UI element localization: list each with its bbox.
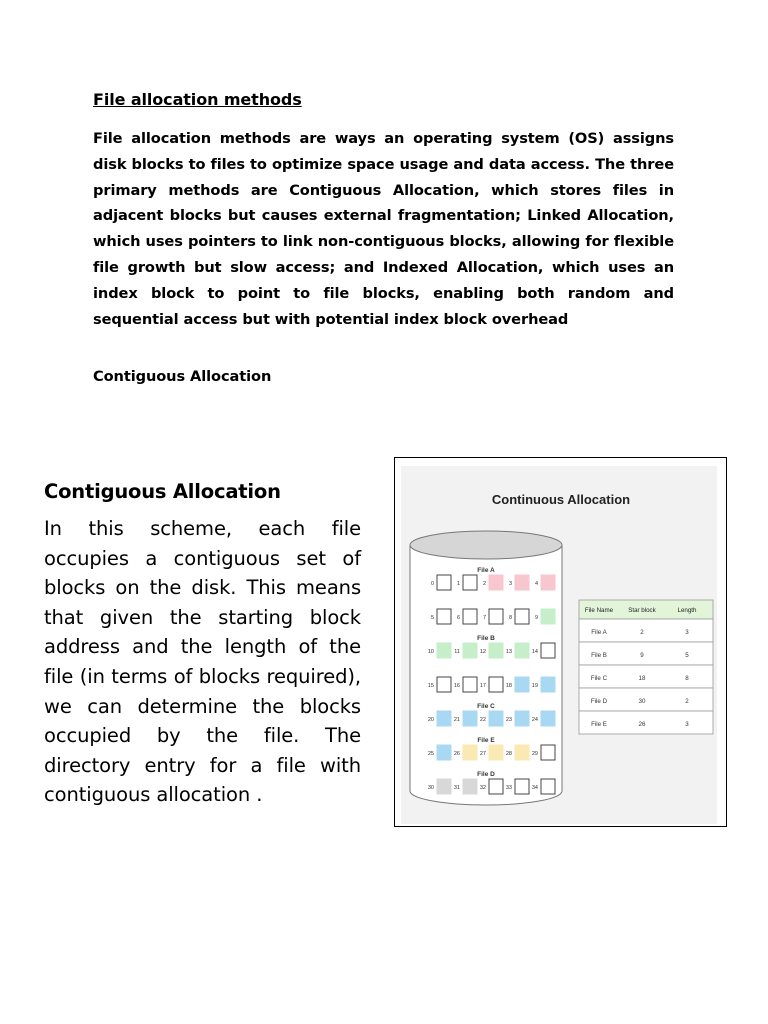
block-number-9: 9 [534, 615, 538, 621]
table-cell: 2 [685, 698, 689, 705]
table-cell: 2 [640, 629, 644, 636]
table-cell: 26 [638, 721, 646, 728]
block-number-0: 0 [430, 581, 434, 587]
block-number-31: 31 [453, 785, 460, 791]
block-number-17: 17 [479, 683, 486, 689]
block-number-4: 4 [534, 581, 538, 587]
block-number-27: 27 [479, 751, 486, 757]
disk-block-21 [463, 711, 477, 726]
disk-block-11 [463, 643, 477, 658]
table-cell: 18 [638, 675, 646, 682]
disk-block-29 [541, 745, 555, 760]
block-number-28: 28 [505, 751, 512, 757]
block-number-32: 32 [479, 785, 486, 791]
block-number-24: 24 [531, 717, 538, 723]
table-cell: File B [591, 652, 607, 659]
file-label-3: File E [477, 737, 495, 744]
disk-block-32 [489, 779, 503, 794]
block-number-13: 13 [505, 649, 512, 655]
block-number-16: 16 [453, 683, 460, 689]
disk-block-34 [541, 779, 555, 794]
disk-cylinder-top [410, 531, 562, 559]
disk-block-31 [463, 779, 477, 794]
block-number-20: 20 [427, 717, 434, 723]
disk-block-23 [515, 711, 529, 726]
disk-block-6 [463, 609, 477, 624]
disk-block-12 [489, 643, 503, 658]
block-number-18: 18 [505, 683, 512, 689]
disk-block-18 [515, 677, 529, 692]
disk-block-7 [489, 609, 503, 624]
disk-block-13 [515, 643, 529, 658]
disk-block-25 [437, 745, 451, 760]
block-number-21: 21 [453, 717, 460, 723]
disk-block-10 [437, 643, 451, 658]
block-number-33: 33 [505, 785, 512, 791]
table-cell: 5 [685, 652, 689, 659]
block-number-26: 26 [453, 751, 460, 757]
block-number-11: 11 [454, 649, 460, 655]
table-cell: File C [590, 675, 608, 682]
block-number-34: 34 [531, 785, 538, 791]
table-cell: File A [591, 629, 607, 636]
disk-block-33 [515, 779, 529, 794]
disk-block-26 [463, 745, 477, 760]
disk-block-3 [515, 575, 529, 590]
file-label-4: File D [477, 771, 495, 778]
allocation-diagram [395, 458, 726, 826]
disk-block-2 [489, 575, 503, 590]
disk-block-15 [437, 677, 451, 692]
disk-block-17 [489, 677, 503, 692]
table-header-cell: File Name [584, 607, 614, 614]
disk-block-4 [541, 575, 555, 590]
intro-paragraph: File allocation methods are ways an operating system (OS) assigns disk blocks to files to optimize space usage and data access. The three primary methods are Contiguous Allocation, which stores files in adjacent blocks but causes external fragmentation; Linked Allocation, which uses pointers to link non-contiguous blocks, allowing for flexible file growth but slow access; and Indexed Allocation, which uses an index block to point to file blocks, enabling both random and sequential access but with potential index block overhead [93, 130, 674, 328]
disk-block-8 [515, 609, 529, 624]
block-number-23: 23 [505, 717, 512, 723]
contiguous-sub-label: Contiguous Allocation [93, 368, 272, 385]
disk-block-22 [489, 711, 503, 726]
block-number-10: 10 [427, 649, 434, 655]
document-title: File allocation methods [93, 90, 302, 109]
block-number-29: 29 [531, 751, 538, 757]
disk-block-16 [463, 677, 477, 692]
disk-block-20 [437, 711, 451, 726]
file-label-0: File A [477, 567, 495, 574]
allocation-figure [394, 457, 727, 827]
file-label-1: File B [477, 635, 495, 642]
table-header-cell: Star block [628, 607, 656, 614]
disk-block-9 [541, 609, 555, 624]
table-cell: File E [591, 721, 607, 728]
disk-block-0 [437, 575, 451, 590]
block-number-30: 30 [427, 785, 434, 791]
block-number-6: 6 [456, 615, 460, 621]
disk-block-14 [541, 643, 555, 658]
block-number-5: 5 [430, 615, 434, 621]
disk-block-19 [541, 677, 555, 692]
section-body: In this scheme, each file occupies a contiguous set of blocks on the disk. This means that given the starting block address and the length of the file (in terms of blocks required), we can determine the blocks occupied by the file. The directory entry for a file with contiguous allocation . [44, 517, 361, 807]
figure-title: Continuous Allocation [491, 492, 631, 507]
block-number-1: 1 [456, 581, 460, 587]
table-header-cell: Length [677, 607, 697, 614]
section-heading: Contiguous Allocation [44, 480, 281, 503]
disk-block-5 [437, 609, 451, 624]
block-number-15: 15 [427, 683, 434, 689]
disk-block-28 [515, 745, 529, 760]
file-label-2: File C [477, 703, 495, 710]
block-number-2: 2 [482, 581, 486, 587]
block-number-8: 8 [508, 615, 512, 621]
block-number-12: 12 [479, 649, 486, 655]
block-number-22: 22 [479, 717, 486, 723]
table-cell: 9 [640, 652, 644, 659]
directory-table [579, 600, 713, 734]
table-cell: File D [590, 698, 608, 705]
disk-block-1 [463, 575, 477, 590]
disk-block-30 [437, 779, 451, 794]
table-cell: 3 [685, 629, 689, 636]
block-number-19: 19 [531, 683, 538, 689]
table-cell: 30 [638, 698, 646, 705]
block-number-25: 25 [427, 751, 434, 757]
block-number-3: 3 [508, 581, 512, 587]
table-cell: 8 [685, 675, 689, 682]
disk-block-27 [489, 745, 503, 760]
disk-block-24 [541, 711, 555, 726]
block-number-7: 7 [482, 615, 486, 621]
table-cell: 3 [685, 721, 689, 728]
block-number-14: 14 [531, 649, 538, 655]
